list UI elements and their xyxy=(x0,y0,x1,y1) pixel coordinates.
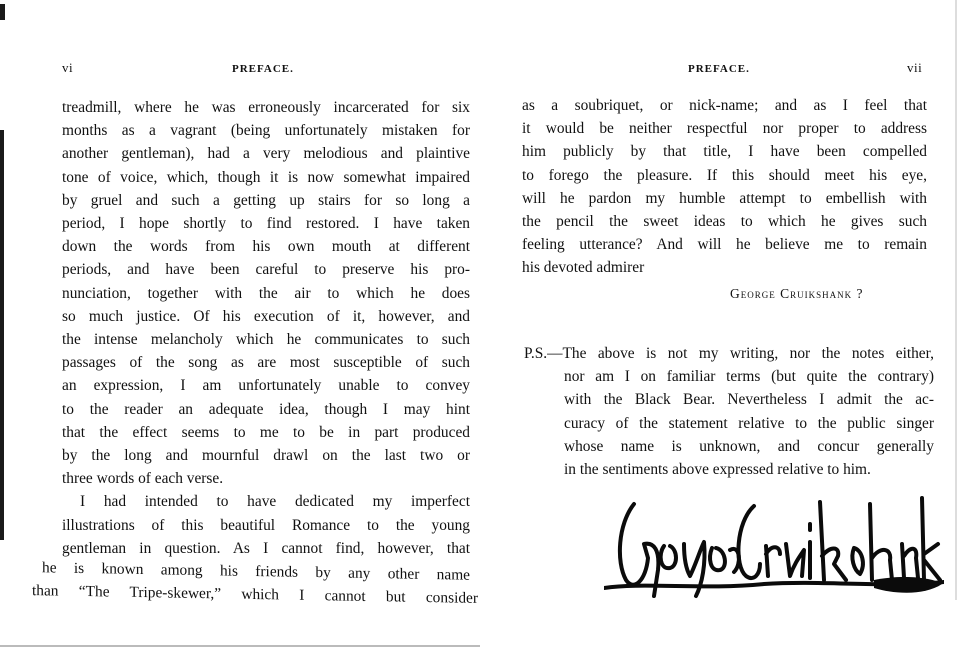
text-line: to forego the pleasure. If this should meet his eye, xyxy=(522,166,927,184)
ps-line: nor am I on familiar terms (but quite the contrary) xyxy=(564,368,934,386)
text-line: period, I hope shortly to find restored. I have taken xyxy=(62,215,470,233)
text-line: treadmill, where he was erroneously incarcerated for six xyxy=(62,99,470,116)
text-line: the intense melancholy which he communicates to such xyxy=(62,331,470,349)
text-line: down the words from his own mouth at different xyxy=(62,238,470,256)
left-folio: vi xyxy=(62,60,74,75)
text-line: by the long and mournful drawl on the last two or xyxy=(62,447,470,465)
text-line: so much justice. Of his execution of it, however, and xyxy=(62,307,470,325)
ps-line: in the sentiments above expressed relative to him. xyxy=(564,461,871,479)
left-body-text xyxy=(32,96,478,608)
text-line: periods, and have been careful to preserve his pro- xyxy=(62,261,470,279)
text-line: he is known among his friends by any other name xyxy=(42,559,470,584)
right-folio: vii xyxy=(907,60,923,75)
text-line: the pencil the sweet ideas to which he gives such xyxy=(522,213,927,231)
text-line: his devoted admirer xyxy=(522,259,645,277)
text-line: another gentleman), had a very melodious and plaintive xyxy=(62,145,470,163)
text-line: as a soubriquet, or nick-name; and as I feel that xyxy=(522,97,927,114)
signed-name: George Cruikshank ? xyxy=(730,286,864,301)
text-line: him publicly by that title, I have been compelled xyxy=(522,143,927,161)
text-line: gentleman in question. As I cannot find, however, that xyxy=(62,539,470,557)
left-running-head: PREFACE. xyxy=(232,63,294,75)
text-line: to the reader an adequate idea, though I may hint xyxy=(62,400,470,418)
text-line: by gruel and such a getting up stairs for so long a xyxy=(62,191,470,209)
text-line: passages of the song as are most susceptible of such xyxy=(62,354,470,372)
right-running-head: PREFACE. xyxy=(688,63,750,75)
text-line: tone of voice, which, though it is now somewhat impaired xyxy=(62,168,470,186)
right-page xyxy=(480,0,964,650)
ps-line: whose name is unknown, and concur generally xyxy=(564,437,934,455)
ps-line: curacy of the statement relative to the public singer xyxy=(564,414,934,432)
left-page xyxy=(0,0,480,650)
text-line: months as a vagrant (being unfortunately mistaken for xyxy=(62,122,470,140)
text-line: three words of each verse. xyxy=(62,470,224,488)
text-line: that the effect seems to me to be in part produced xyxy=(62,423,470,441)
text-line: will he pardon my humble attempt to embellish with xyxy=(522,189,927,207)
text-line: than “The Tripe-skewer,” which I cannot but consider xyxy=(32,582,478,608)
text-line: it would be neither respectful nor proper to address xyxy=(522,120,927,138)
postscript xyxy=(524,342,934,481)
text-line: an expression, I am unfortunately unable to convey xyxy=(62,377,470,395)
ps-line: P.S.—The above is not my writing, nor the notes either, xyxy=(524,345,934,362)
text-line: I had intended to have dedicated my imperfect xyxy=(80,493,470,511)
text-line: nunciation, together with the air to which he does xyxy=(62,284,470,302)
text-line: feeling utterance? And will he believe me to remain xyxy=(522,236,927,254)
text-line: illustrations of this beautiful Romance to the young xyxy=(62,516,470,534)
handwritten-signature xyxy=(604,484,944,604)
ps-line: with the Black Bear. Nevertheless I admit the ac- xyxy=(564,391,934,409)
right-body-text xyxy=(522,94,927,280)
